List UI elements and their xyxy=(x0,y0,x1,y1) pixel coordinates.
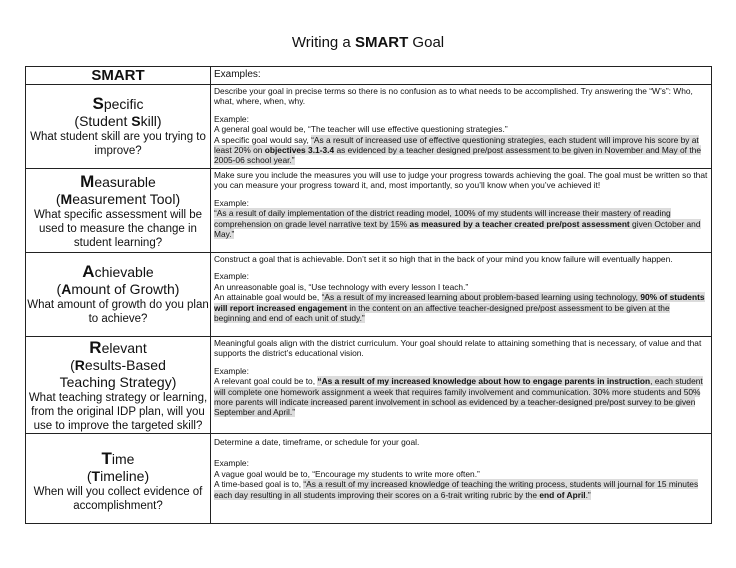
page-title: Writing a SMART Goal xyxy=(291,34,445,51)
example-label: Example: xyxy=(214,113,249,124)
example-label: Example: xyxy=(214,365,249,376)
measurable-cell xyxy=(26,169,211,253)
measurable-subheading: (Measurement Tool) xyxy=(55,191,181,207)
measurable-heading: Measurable xyxy=(80,172,156,191)
general-goal: A general goal would be, “The teacher will use effective questioning strategies.” xyxy=(214,124,508,135)
table-row xyxy=(26,85,712,169)
specific-examples xyxy=(211,85,712,169)
relevant-cell xyxy=(26,337,211,434)
relevant-question: What teaching strategy or learning, from the original IDP plan, will you use to improve the targeted skill? xyxy=(28,392,208,432)
time-subheading: (Timeline) xyxy=(86,468,150,484)
specific-heading: Specific xyxy=(92,94,144,113)
vague-goal: A vague goal would be to, “Encourage my students to write more often.” xyxy=(214,468,480,479)
time-question: When will you collect evidence of accomplishment? xyxy=(33,486,203,512)
specific-subheading: (Student Skill) xyxy=(74,113,162,129)
specific-cell xyxy=(26,85,211,169)
attainable-goal: An attainable goal would be, “As a result of my increased learning about problem-based learning using technology, 90% of students will report increased engagement in the content on an affective teacher-designed pre/post assessment to be given at the beginning and end of each unit of study.” xyxy=(214,292,705,324)
relevant-examples xyxy=(211,337,712,434)
relevant-heading: Relevant xyxy=(89,338,147,357)
time-heading: Time xyxy=(101,449,135,468)
example-label: Example: xyxy=(214,271,249,282)
smart-goal-table xyxy=(25,66,712,524)
table-row xyxy=(26,253,712,337)
measurable-description: Make sure you include the measures you will use to judge your progress towards achieving the goal. The goal must be written so that you can measure your progress toward it, and, most importantly, so you’ll know when you’ve achieved it! xyxy=(214,170,708,191)
header-smart: SMART xyxy=(26,67,211,85)
specific-description: Describe your goal in precise terms so there is no confusion as to what needs to be accomplished. Try answering the “W’s”: Who, what, where, when, why. xyxy=(214,86,693,107)
unreasonable-goal: An unreasonable goal is, “Use technology with every lesson I teach.” xyxy=(214,281,469,292)
table-header-row xyxy=(26,67,712,85)
achievable-cell xyxy=(26,253,211,337)
achievable-examples xyxy=(211,253,712,337)
table-row xyxy=(26,169,712,253)
achievable-question: What amount of growth do you plan to achieve? xyxy=(27,299,209,325)
relevant-subheading-2: Teaching Strategy) xyxy=(59,374,177,390)
relevant-goal: A relevant goal could be to, “As a result of my increased knowledge about how to engage parents in instruction, each student will complete one homework assignment a week that requires family involvement and communication. 30% more students and 50% more parents will indicate increased parent involvement in school as evidenced by a teacher-designed pre/post survey to be given September and April.” xyxy=(214,376,703,418)
time-examples xyxy=(211,434,712,524)
achievable-subheading: (Amount of Growth) xyxy=(56,281,180,297)
time-description: Determine a date, timeframe, or schedule for your goal. xyxy=(214,437,420,447)
example-label: Example: xyxy=(214,197,249,208)
measurable-question: What specific assessment will be used to measure the change in student learning? xyxy=(33,209,203,249)
specific-goal: A specific goal would say, “As a result of increased use of effective questioning strategies, each student will improve his score by at least 20% on objectives 3.1-3.4 as evidenced by a teacher designed pre/post assessment to be given in November and May of the 2005-06 school year.” xyxy=(214,134,701,166)
time-based-goal: A time-based goal is to, “As a result of my increased knowledge of teaching the writing process, students will journal for 15 minutes each day resulting in all students improving their scores on a 6-trait writing rubric by the end of April.” xyxy=(214,479,699,500)
table-row xyxy=(26,434,712,524)
example-label: Example: xyxy=(214,458,249,469)
achievable-description: Construct a goal that is achievable. Don’t set it so high that in the back of your mind you know failure will eventually happen. xyxy=(214,254,673,264)
achievable-heading: Achievable xyxy=(82,262,154,281)
time-cell xyxy=(26,434,211,524)
table-row xyxy=(26,337,712,434)
header-examples: Examples: xyxy=(211,67,712,85)
measurable-examples xyxy=(211,169,712,253)
relevant-description: Meaningful goals align with the district curriculum. Your goal should relate to attaining something that is necessary, of value and that supports the district’s educational vision. xyxy=(214,338,702,359)
specific-question: What student skill are you trying to improve? xyxy=(30,131,206,157)
measurable-goal: “As a result of daily implementation of the district reading model, 100% of my students will increase their mastery of reading comprehension on grade level narrative text by 15% as measured by a teacher created pre/post assessment given October and May.” xyxy=(214,208,701,240)
relevant-subheading: (Results-Based xyxy=(70,357,166,373)
